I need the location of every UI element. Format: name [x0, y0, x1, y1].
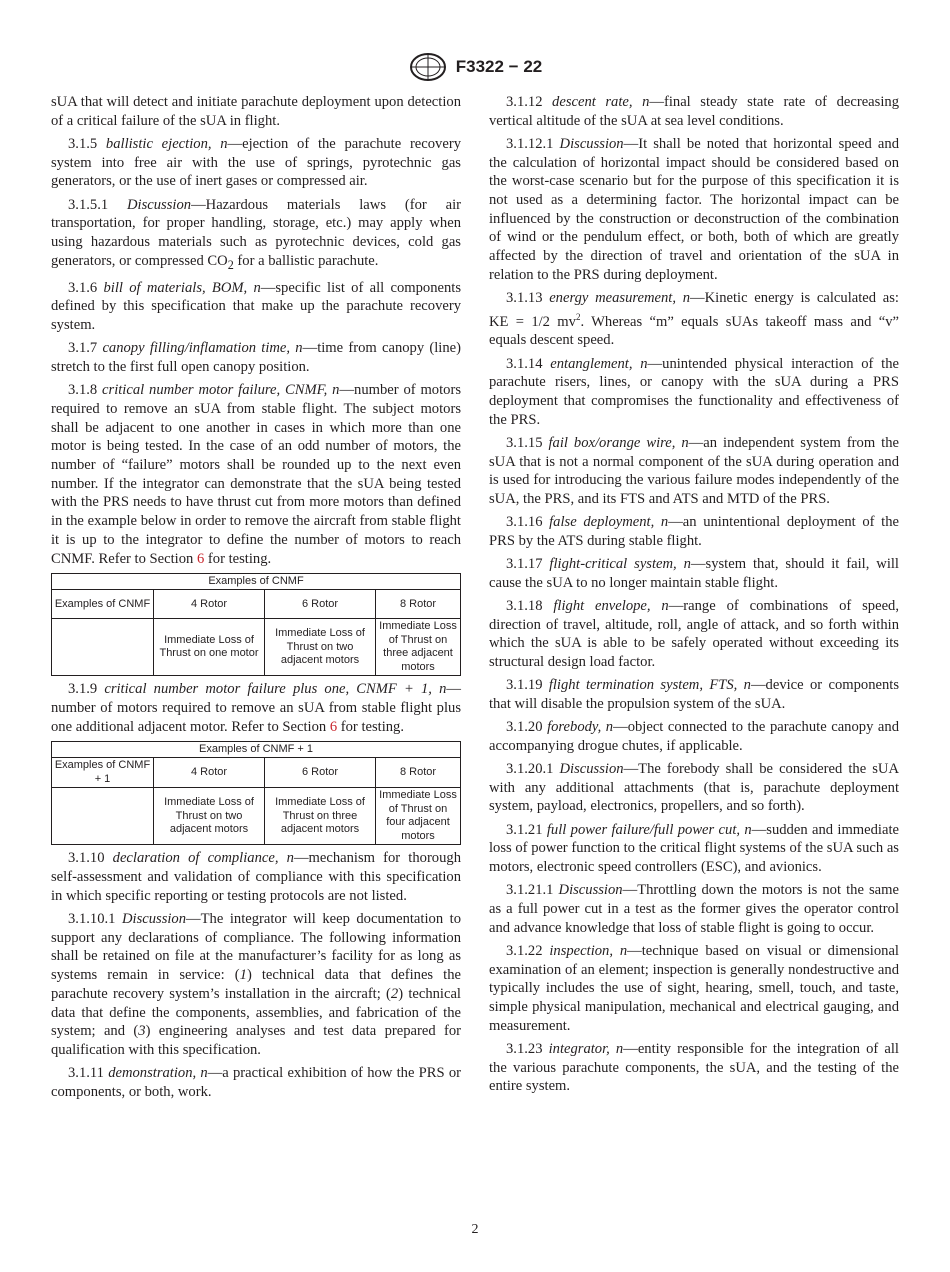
definition-3-1-19: 3.1.19 flight termination system, FTS, n—device or components that will disable the propulsion system of the sUA. [489, 677, 899, 712]
definition-3-1-17: 3.1.17 flight-critical system, n—system that, should it fail, will cause the sUA to no longer maintain stable flight. [489, 556, 899, 591]
table-cell: Immediate Loss of Thrust on two adjacent motors [154, 788, 265, 845]
astm-logo [408, 52, 448, 82]
definition-3-1-11: 3.1.11 demonstration, n—a practical exhibition of how the PRS or components, or both, work. [51, 1065, 461, 1100]
definition-3-1-20: 3.1.20 forebody, n—object connected to the parachute canopy and accompanying drogue chutes, if applicable. [489, 719, 900, 754]
definition-3-1-13: 3.1.13 energy measurement, n—Kinetic energy is calculated as: KE = 1/2 $mv^2$. Whereas “m” equals sUAs takeoff mass and “v” equals descent speed. [489, 290, 899, 349]
definition-3-1-10: 3.1.10 declaration of compliance, n—mechanism for thorough self-assessment and validation of compliance with this specification in which specific reporting or testing protocols are not listed. [51, 850, 461, 904]
definition-3-1-21: 3.1.21 full power failure/full power cut, n—sudden and immediate loss of power function to the critical flight systems of the sUA such as motors, electronic speed controllers (ESC), and avionics. [489, 821, 899, 876]
definition-3-1-23: 3.1.23 integrator, n—entity responsible for the integration of all the various parachute components, the sUA, and the testing of the entire system. [489, 1040, 899, 1095]
table-header-cell: Examples of CNMF [52, 590, 154, 619]
discussion-3-1-10-1: 3.1.10.1 Discussion—The integrator will keep documentation to support any declarations of compliance. The following information shall be retained on file at the manufacturer’s facility for as long as systems remain in service: (1) technical data that defines the parachute recovery system’s installation in the aircraft; (2) technical data that define the components, assemblies, and fabrication of the system; and (3) engineering analyses and test data prepared for qualification with this specification. [51, 911, 462, 1058]
table-header-cell: 8 Rotor [376, 590, 461, 619]
document-designation: F3322 − 22 [455, 57, 543, 76]
definition-3-1-8: 3.1.8 critical number motor failure, CNMF, n—number of motors required to remove an sUA from stable flight. The subject motors shall be adjacent to one another in cases in which more than one motor is being tested. In the case of an odd number of motors, the number of “failure” motors shall be rounded up to the next even number. If the integrator can demonstrate that the sUA being tested with the PRS needs to have thrust cut from more motors than defined in the example below in order to remove the aircraft from stable flight it is up to the integrator to define the number of motors to reach CNMF. Refer to Section 6 for testing. [51, 382, 461, 567]
definition-3-1-22: 3.1.22 inspection, n—technique based on visual or dimensional examination of an element; inspection is generally nondestructive and typically includes the use of sight, hearing, smell, touch, and taste, simple physical manipulation, mechanical and electrical gauging, and measurement. [489, 942, 899, 1034]
left-column [51, 93, 461, 1106]
definition-3-1-9: 3.1.9 critical number motor failure plus one, CNMF + 1, n—number of motors required to remove an sUA from stable flight plus one additional adjacent motor. Refer to Section 6 for testing. [51, 681, 461, 735]
table-cell [52, 619, 154, 676]
table-cell: Immediate Loss of Thrust on two adjacent motors [265, 619, 376, 676]
paragraph: sUA that will detect and initiate parachute deployment upon detection of a critical failure of the sUA in flight. [51, 94, 461, 129]
definition-3-1-6: 3.1.6 bill of materials, BOM, n—specific list of all components defined by this specification that make up the parachute recovery system. [51, 279, 461, 334]
section-link[interactable]: 6 [196, 550, 205, 567]
table-cell: Immediate Loss of Thrust on three adjacent motors [265, 788, 376, 845]
definition-3-1-7: 3.1.7 canopy filling/inflamation time, n—time from canopy (line) stretch to the first full open canopy position. [51, 340, 461, 376]
table-caption: Examples of CNMF + 1 [52, 741, 461, 758]
table-cell: Immediate Loss of Thrust on four adjacent motors [376, 788, 461, 845]
table-cell: Immediate Loss of Thrust on three adjacent motors [376, 619, 461, 676]
table-header-cell: 4 Rotor [154, 758, 265, 788]
section-link[interactable]: 6 [329, 718, 338, 735]
table-header-cell: 4 Rotor [154, 590, 265, 619]
table-header-cell: 6 Rotor [265, 758, 376, 788]
table-cell: Immediate Loss of Thrust on one motor [154, 619, 265, 676]
discussion-3-1-12-1: 3.1.12.1 Discussion—It shall be noted that horizontal speed and the calculation of horizontal impact should be considered based on the worst-case scenario but for the purpose of this specification it is not used as a determining factor. The horizontal impact can be influenced by the construction or deconstruction of the combination of wind or the pendulum effect, or both, both of which are greatly affected by the direction of travel and orientation of the sUA in relation to the PRS during deployment. [489, 135, 899, 283]
right-column [489, 93, 899, 1101]
definition-3-1-18: 3.1.18 flight envelope, n—range of combinations of speed, direction of travel, altitude, roll, angle of attack, and so forth within which the sUA is able to be safely operated without exceeding its structural design load factor. [489, 597, 899, 671]
discussion-3-1-20-1: 3.1.20.1 Discussion—The forebody shall be considered the sUA with any additional attachments (that is, parachute deployment system, payload, electronics, propellers, and so forth). [489, 761, 899, 815]
discussion-3-1-21-1: 3.1.21.1 Discussion—Throttling down the motors is not the same as a full power cut in a test as the former gives the operator control and advance knowledge that loss of stable flight is going to occur. [489, 882, 899, 936]
definition-3-1-14: 3.1.14 entanglement, n—unintended physical interaction of the parachute risers, lines, or canopy with the sUA during a PRS deployment that compromises the functionality and effectiveness of the PRS. [489, 355, 899, 428]
table-header-cell: 8 Rotor [376, 758, 461, 788]
discussion-3-1-5-1: 3.1.5.1 Discussion—Hazardous materials laws (for air transportation, for proper handling, storage, etc.) may apply when using hazardous materials such as pyrotechnic devices, cold gas generators, or compressed $CO_2$ for a ballistic parachute. [51, 196, 461, 272]
table-header-cell: 6 Rotor [265, 590, 376, 619]
cnmf-plus-one-table [51, 741, 461, 846]
table-caption: Examples of CNMF [52, 573, 461, 590]
table-header-cell: Examples of CNMF + 1 [52, 758, 154, 788]
definition-3-1-12: 3.1.12 descent rate, n—final steady state rate of decreasing vertical altitude of the sUA at sea level conditions. [489, 94, 899, 129]
definition-3-1-5: 3.1.5 ballistic ejection, n—ejection of the parachute recovery system into free air with the use of springs, pyrotechnic gas generators, or the use of inert gases or compressed air. [51, 135, 461, 190]
definition-3-1-15: 3.1.15 fail box/orange wire, n—an independent system from the sUA that is not a normal component of the sUA during operation and is used for introducing the various failure modes independently of the sUA, the PRS, and its FTS and ATS and MTD of the PRS. [489, 434, 899, 507]
page-header [0, 52, 950, 82]
table-cell [52, 788, 154, 845]
cnmf-table [51, 573, 461, 677]
page-number: 2 [471, 1222, 479, 1237]
definition-3-1-16: 3.1.16 false deployment, n—an unintentional deployment of the PRS by the ATS during stable flight. [489, 514, 899, 549]
